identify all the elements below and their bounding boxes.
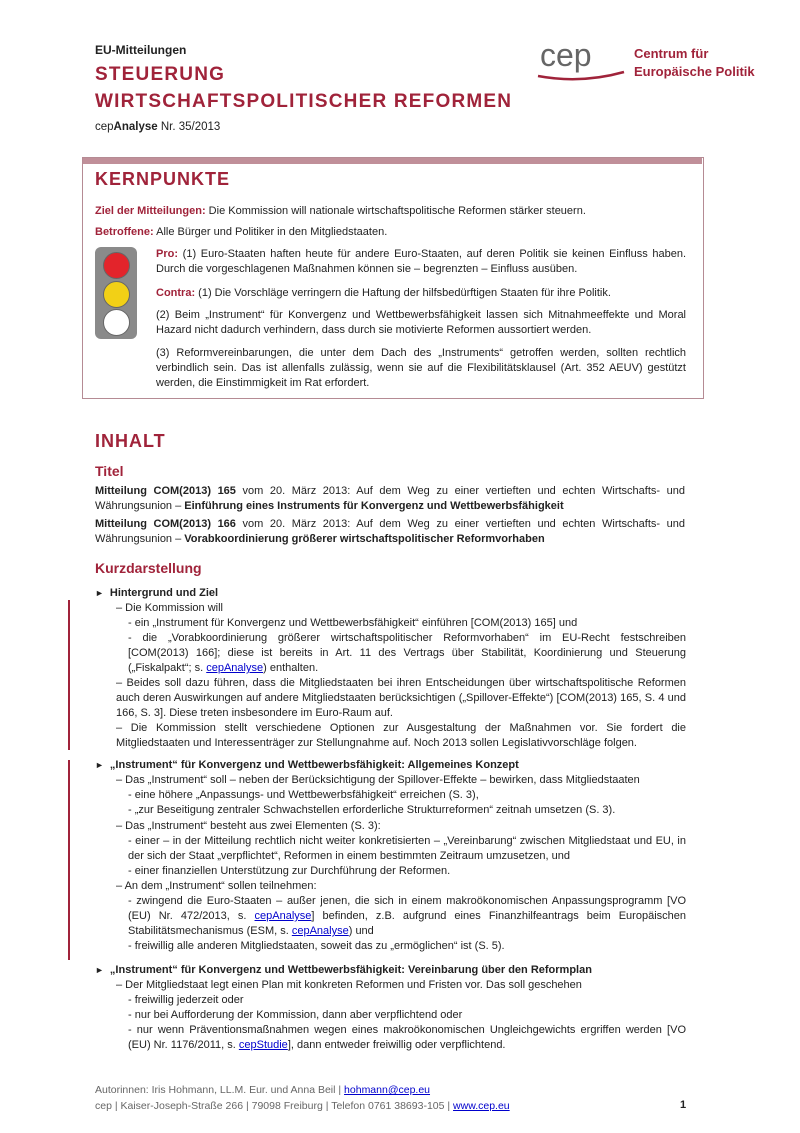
inhalt-title: INHALT: [95, 431, 166, 451]
contra-text: (1) Die Vorschläge verringern die Haftung der hilfsbedürftigen Staaten für ihre Politik.: [195, 287, 611, 299]
series-prefix: cep: [95, 121, 114, 133]
white-lamp: [103, 309, 130, 336]
list-item: [128, 894, 686, 939]
cep-analyse-link[interactable]: cepAnalyse: [254, 910, 312, 922]
footer-authors: [95, 1083, 430, 1097]
cep-studie-link[interactable]: cepStudie: [238, 1039, 288, 1051]
s2-l8c: ) und: [348, 925, 374, 937]
traffic-light-icon: [95, 247, 137, 339]
ziel-label: Ziel der Mitteilungen:: [95, 205, 206, 217]
list-item: – Die Kommission will: [116, 602, 223, 614]
title-line-1: STEUERUNG: [95, 64, 226, 85]
list-item: - einer finanziellen Unterstützung zur Durchführung der Reformen.: [128, 865, 451, 877]
change-bar: [68, 600, 70, 750]
org-line-1: Centrum für: [634, 46, 709, 61]
titel-heading: Titel: [95, 463, 124, 479]
s2-l8b: ] befinden, z.B. aufgrund eines Finanzhilfeantrags beim Europäischen Stabilitätsmechanismus (ESM, s.: [128, 910, 686, 937]
m2-subject: Vorabkoordinierung größerer wirtschaftspolitischer Reformvorhaben: [184, 533, 545, 545]
contra-point-3: (3) Reformvereinbarungen, die unter dem Dach des „Instruments“ getroffen werden, sollten rechtlich verbindlich sein. Das ist allenfalls zulässig, wenn sie auf die Flexibilitätsklausel (Art. 352 AEUV) gestützt werden, die Einstimmigkeit im Rat erfordert.: [156, 347, 686, 389]
list-item: – Beides soll dazu führen, dass die Mitgliedstaaten bei ihren Entscheidungen über wirtschaftspolitische Reformen auch deren Auswirkungen auf andere Mitgliedstaaten berücksichtigen („Spillover-Effekte“) [COM(2013) 165, S. 4 und 166, S. 3]. Diese treten insbesondere im Euro-Raum auf.: [116, 677, 686, 719]
cep-analyse-link[interactable]: cepAnalyse: [291, 925, 349, 937]
s1-l3-end: ) enthalten.: [263, 662, 319, 674]
series-number: [95, 120, 220, 134]
ziel-text: Die Kommission will nationale wirtschaftspolitische Reformen stärker steuern.: [205, 205, 586, 217]
m1-ref: Mitteilung COM(2013) 165: [95, 485, 236, 497]
website-link[interactable]: www.cep.eu: [453, 1100, 510, 1112]
cep-analyse-link[interactable]: cepAnalyse: [206, 662, 264, 674]
betroffene-label: Betroffene:: [95, 226, 154, 238]
authors-text: Autorinnen: Iris Hohmann, LL.M. Eur. und Anna Beil |: [95, 1084, 345, 1096]
list-item: – Der Mitgliedstaat legt einen Plan mit konkreten Reformen und Fristen vor. Das soll geschehen: [116, 979, 582, 991]
s2-heading-text: „Instrument“ für Konvergenz und Wettbewerbsfähigkeit: Allgemeines Konzept: [109, 759, 519, 771]
list-item: - freiwillig jederzeit oder: [128, 994, 244, 1006]
series-bold: Analyse: [113, 121, 158, 133]
betroffene-text: Alle Bürger und Politiker in den Mitgliedstaaten.: [153, 226, 388, 238]
s1-l3-text: - die „Vorabkoordinierung größerer wirtschaftspolitischer Reformvorhaben“ im EU-Recht festschreiben [COM(2013) 166]; diese ist bereits in Art. 11 des Vertrags über Stabilität, Koordinierung und Steuerung („Fiskalpakt“; s.: [128, 632, 686, 674]
kernpunkte-title: KERNPUNKTE: [95, 169, 231, 189]
m2-ref: Mitteilung COM(2013) 166: [95, 518, 236, 530]
list-item: - einer – in der Mitteilung rechtlich nicht weiter konkretisierten – „Vereinbarung“ zwischen Mitgliedstaat und EU, in der sich der Staat „verpflichtet“, Reformen in einem bestimmten Zeitraum umzusetzen, und: [128, 835, 686, 862]
betroffene-line: [95, 225, 387, 239]
s3-l4a: - nur wenn Präventionsmaßnahmen wegen eines makroökonomischen Ungleichgewichts ergriffen werden [VO (EU) Nr. 1176/2011, s.: [128, 1024, 686, 1051]
list-item: - freiwillig alle anderen Mitgliedstaaten, soweit das zu „ermöglichen“ ist (S. 5).: [128, 940, 505, 952]
s1-heading-text: Hintergrund und Ziel: [109, 587, 219, 599]
list-item: - eine höhere „Anpassungs- und Wettbewerbsfähigkeit“ erreichen (S. 3),: [128, 789, 479, 801]
page-number: 1: [680, 1099, 687, 1111]
cep-logo: [536, 36, 626, 88]
list-item: - „zur Beseitigung zentraler Schwachstellen erforderliche Strukturreformen“ zeitnah umsetzen (S. 3).: [128, 804, 616, 816]
list-item: – An dem „Instrument“ sollen teilnehmen:: [116, 880, 317, 892]
list-item: [128, 1023, 686, 1053]
mitteilung-166: [95, 517, 685, 547]
red-lamp: [103, 252, 130, 279]
list-item: – Das „Instrument“ soll – neben der Berücksichtigung der Spillover-Effekte – bewirken, dass Mitgliedstaaten: [116, 774, 640, 786]
section-heading: ► Hintergrund und Ziel: [95, 587, 219, 599]
s2-l8a: - zwingend die Euro-Staaten – außer jenen, die sich in einem makroökonomischen Anpassungsprogramm [VO (EU) Nr. 472/2013, s.: [128, 895, 686, 922]
m1-subject: Einführung eines Instruments für Konvergenz und Wettbewerbsfähigkeit: [184, 500, 564, 512]
document-kicker: EU-Mitteilungen: [95, 43, 187, 57]
pro-text: (1) Euro-Staaten haften heute für andere Euro-Staaten, auf deren Politik sie keinen Einfluss haben. Durch die vorgeschlagenen Maßnahmen können sie – begrenzten – Einfluss ausüben.: [156, 248, 686, 275]
contra-label: Contra:: [156, 287, 196, 299]
s3-l4b: ], dann entweder freiwillig oder verpflichtend.: [287, 1039, 506, 1051]
pro-paragraph: [156, 247, 686, 277]
address-text: cep | Kaiser-Joseph-Straße 266 | 79098 Freiburg | Telefon 0761 38693-105 |: [95, 1100, 454, 1112]
title-line-2: WIRTSCHAFTSPOLITISCHER REFORMEN: [95, 91, 513, 112]
org-line-2: Europäische Politik: [634, 64, 755, 79]
contra-point-2: (2) Beim „Instrument“ für Konvergenz und Wettbewerbsfähigkeit lassen sich Mitnahmeeffekte und Moral Hazard nicht dadurch verhindern, dass durch sie motivierte Reformen aussortiert werden.: [156, 309, 686, 336]
section-heading: ► „Instrument“ für Konvergenz und Wettbewerbsfähigkeit: Allgemeines Konzept: [95, 759, 519, 771]
mitteilung-165: [95, 484, 685, 514]
footer-address: [95, 1099, 510, 1113]
m2-text: vom 20. März 2013: Auf dem Weg zu einer vertieften und echten Wirtschafts- und Währungsunion –: [95, 518, 685, 545]
ziel-line: [95, 204, 586, 218]
yellow-lamp: [103, 281, 130, 308]
email-link[interactable]: hohmann@cep.eu: [344, 1084, 431, 1096]
contra-paragraph: [156, 286, 686, 301]
list-item: [128, 631, 686, 676]
list-item: - nur bei Aufforderung der Kommission, dann aber verpflichtend oder: [128, 1009, 463, 1021]
list-item: - ein „Instrument für Konvergenz und Wettbewerbsfähigkeit“ einführen [COM(2013) 165] und: [128, 617, 578, 629]
list-item: – Das „Instrument“ besteht aus zwei Elementen (S. 3):: [116, 820, 381, 832]
kernpunkte-top-bar: [83, 158, 702, 164]
kurzdarstellung-heading: Kurzdarstellung: [95, 560, 202, 576]
s3-heading-text: „Instrument“ für Konvergenz und Wettbewerbsfähigkeit: Vereinbarung über den Reformplan: [109, 964, 592, 976]
pro-label: Pro:: [156, 248, 178, 260]
list-item: – Die Kommission stellt verschiedene Optionen zur Ausgestaltung der Maßnahmen vor. Sie fordert die Mitgliedstaaten und Interessenträger zur Stellungnahme auf. Noch 2013 sollen Legislativvorschläge folgen.: [116, 722, 686, 749]
section-heading: ► „Instrument“ für Konvergenz und Wettbewerbsfähigkeit: Vereinbarung über den Reformplan: [95, 964, 592, 976]
series-num: Nr. 35/2013: [157, 121, 221, 133]
change-bar: [68, 760, 70, 960]
logo-wordmark: cep: [540, 37, 592, 73]
org-name: [634, 45, 755, 81]
m1-text: vom 20. März 2013: Auf dem Weg zu einer vertieften und echten Wirtschafts- und Währungsunion –: [95, 485, 685, 512]
